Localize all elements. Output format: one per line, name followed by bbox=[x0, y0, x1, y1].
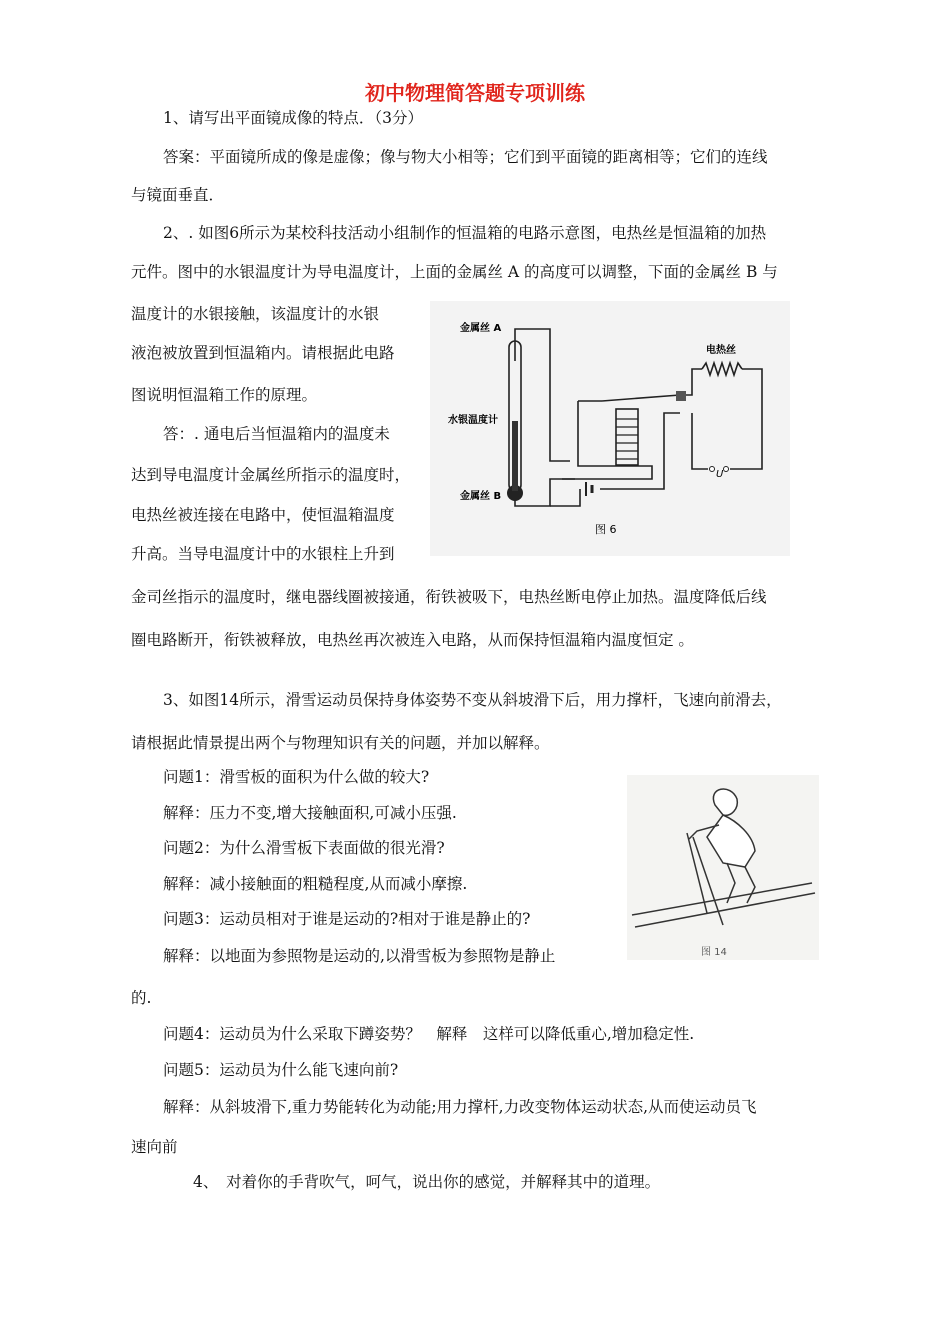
figure-14-skier bbox=[627, 775, 819, 960]
label-voltage: U bbox=[716, 469, 724, 480]
q3-line: 3、如图14所示，滑雪运动员保持身体姿势不变从斜坡滑下后，用力撑杆，飞速向前滑去， bbox=[163, 691, 782, 709]
wire-b bbox=[515, 479, 575, 506]
q3-explain-3-cont: 的. bbox=[131, 989, 152, 1007]
q3-explain-5: 解释：从斜坡滑下,重力势能转化为动能;用力撑杆,力改变物体运动状态,从而使运动员飞 bbox=[163, 1098, 757, 1116]
coil-windings bbox=[616, 419, 638, 459]
wire-a-down bbox=[550, 399, 570, 461]
q2-answer-line: 达到导电温度计金属丝所指示的温度时， bbox=[131, 466, 411, 484]
q2-answer-line: 圈电路断开，衔铁被释放，电热丝再次被连入电路，从而保持恒温箱内温度恒定 。 bbox=[131, 631, 694, 649]
q2-line: 液泡被放置到恒温箱内。请根据此电路 bbox=[131, 344, 395, 362]
label-wire-a: 金属丝 A bbox=[460, 323, 502, 334]
q3-explain-1: 解释：压力不变,增大接触面积,可减小压强. bbox=[163, 804, 457, 822]
mercury-column bbox=[512, 421, 518, 491]
q2-line: 元件。图中的水银温度计为导电温度计，上面的金属丝 A 的高度可以调整，下面的金属丝 B 与 bbox=[131, 263, 778, 281]
heater-zigzag bbox=[702, 363, 742, 375]
ski-pole-1 bbox=[687, 833, 707, 913]
relay-coil bbox=[616, 409, 638, 465]
q2-line: 图说明恒温箱工作的原理。 bbox=[131, 386, 318, 404]
circuit-diagram bbox=[430, 301, 790, 556]
label-wire-b: 金属丝 B bbox=[460, 491, 502, 502]
q2-line: 温度计的水银接触，该温度计的水银 bbox=[131, 305, 380, 323]
battery-wire-left bbox=[550, 489, 580, 506]
armature-lever bbox=[602, 395, 680, 401]
q2-line: 2、. 如图6所示为某校科技活动小组制作的恒温箱的电路示意图，电热丝是恒温箱的加热 bbox=[163, 224, 767, 242]
q1-answer-line-1: 答案：平面镜所成的像是虚像；像与物大小相等；它们到平面镜的距离相等；它们的连线 bbox=[163, 148, 768, 166]
terminal-right bbox=[724, 467, 729, 472]
skier-illustration bbox=[627, 775, 819, 960]
q2-answer-line: 金司丝指示的温度时，继电器线圈被接通，衔铁被吸下，电热丝断电停止加热。温度降低后线 bbox=[131, 588, 767, 606]
label-heater: 电热丝 bbox=[706, 345, 736, 356]
figure-6-caption: 图 6 bbox=[595, 523, 617, 536]
skier-hood bbox=[713, 789, 737, 815]
q2-answer-line: 答：. 通电后当恒温箱内的温度未 bbox=[163, 425, 390, 443]
heater-wire-right bbox=[730, 369, 762, 469]
q3-question-3: 问题3：运动员相对于谁是运动的?相对于谁是静止的? bbox=[163, 910, 531, 928]
figure-6-circuit bbox=[430, 301, 790, 556]
q3-question-5: 问题5：运动员为什么能飞速向前? bbox=[163, 1061, 399, 1079]
relay-contact bbox=[676, 391, 686, 401]
figure-14-caption: 图 14 bbox=[701, 947, 727, 958]
skier-torso bbox=[707, 815, 755, 867]
battery-wire-right bbox=[600, 413, 680, 489]
q3-question-4: 问题4：运动员为什么采取下蹲姿势？ 解释 这样可以降低重心,增加稳定性. bbox=[163, 1025, 695, 1043]
label-thermometer: 水银温度计 bbox=[448, 415, 498, 426]
q2-answer-line: 升高。当导电温度计中的水银柱上升到 bbox=[131, 545, 395, 563]
skier-leg-back bbox=[745, 867, 755, 903]
q3-explain-3: 解释：以地面为参照物是运动的,以滑雪板为参照物是静止 bbox=[163, 947, 556, 965]
q1-question: 1、请写出平面镜成像的特点．（3分） bbox=[163, 109, 423, 127]
q4-text: 4、 对着你的手背吹气，呵气，说出你的感觉，并解释其中的道理。 bbox=[193, 1173, 661, 1191]
q3-explain-2: 解释：减小接触面的粗糙程度,从而减小摩擦. bbox=[163, 875, 468, 893]
q3-question-1: 问题1：滑雪板的面积为什么做的较大? bbox=[163, 768, 430, 786]
q2-answer-line: 电热丝被连接在电路中，使恒温箱温度 bbox=[131, 506, 395, 524]
supply-wire bbox=[692, 413, 708, 469]
q3-line: 请根据此情景提出两个与物理知识有关的问题，并加以解释。 bbox=[131, 734, 550, 752]
q3-explain-5-cont: 速向前 bbox=[131, 1138, 178, 1156]
q3-question-2: 问题2：为什么滑雪板下表面做的很光滑? bbox=[163, 839, 445, 857]
q1-answer-line-2: 与镜面垂直． bbox=[131, 186, 225, 204]
terminal-left bbox=[710, 467, 715, 472]
document-title: 初中物理简答题专项训练 bbox=[365, 81, 585, 105]
